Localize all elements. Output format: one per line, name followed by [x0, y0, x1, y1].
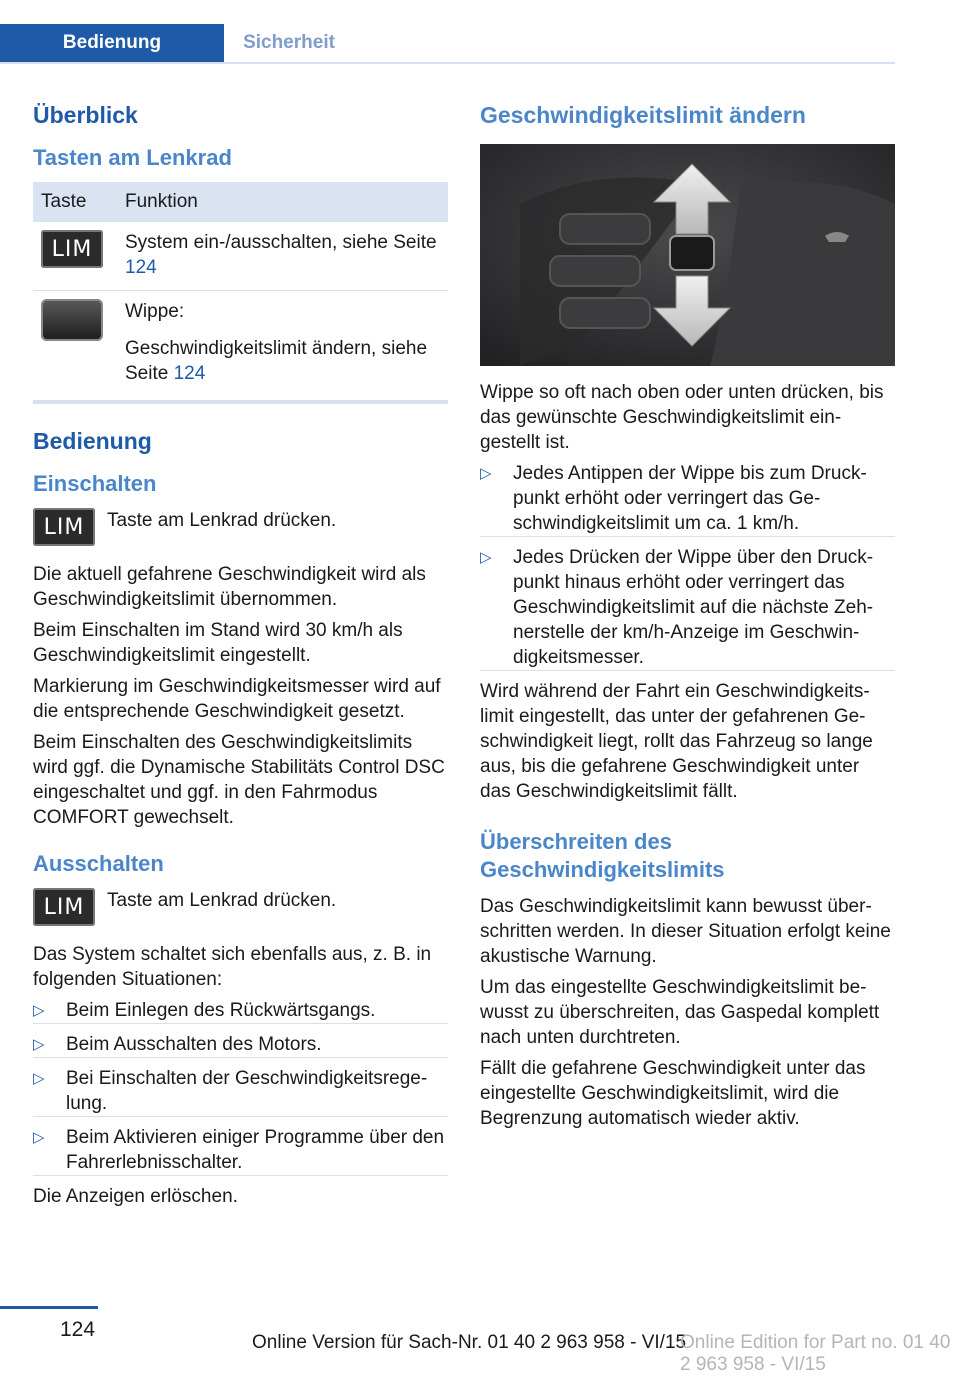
list-item: ▷ Beim Einlegen des Rückwärtsgangs.	[33, 998, 448, 1024]
paragraph: Die aktuell gefahrene Geschwindigkeit wird als Geschwindigkeitslimit übernommen.	[33, 564, 426, 610]
function-title: Wippe:	[125, 301, 185, 322]
section-tabs	[0, 24, 895, 64]
bullet-triangle-icon: ▷	[33, 1002, 45, 1019]
off-instruction: Taste am Lenkrad drücken.	[107, 890, 337, 911]
bullet-triangle-icon: ▷	[480, 465, 492, 482]
col-header-key: Taste	[33, 182, 117, 222]
table-row	[33, 222, 448, 291]
steering-wheel-illustration	[480, 144, 895, 366]
page-link[interactable]: 124	[173, 363, 206, 384]
paragraph: Das System schaltet sich ebenfalls aus, z. B. in folgenden Situationen:	[33, 944, 432, 990]
page-link[interactable]: 124	[125, 257, 157, 278]
list-item: ▷ Jedes Drücken der Wippe über den Druckpunkt hinaus erhöht oder verringert das Geschwindigkeitslimit auf die nächste Zehnerstelle der km/h-Anzeige im Geschwindigkeitsmesser.	[480, 545, 895, 671]
paragraph: Um das eingestellte Geschwindigkeitslimit bewusst zu überschreiten, das Gaspedal komplett nach unten durchtreten.	[480, 977, 880, 1048]
change-list	[480, 461, 895, 671]
footer-rule	[0, 1306, 98, 1309]
exceed-title: Überschreiten des Geschwindigkeitslimits	[480, 829, 725, 882]
steering-wheel-rocker-photo	[480, 144, 895, 366]
online-version-note: Online Version für Sach-Nr. 01 40 2 963 958 - VI/15	[252, 1332, 687, 1353]
paragraph: Beim Einschalten im Stand wird 30 km/h als Geschwindigkeitslimit eingestellt.	[33, 620, 403, 666]
list-item: ▷ Beim Aktivieren einiger Programme über den Fahrerlebnisschalter.	[33, 1125, 448, 1176]
off-title: Ausschalten	[33, 851, 164, 876]
function-text: Geschwindigkeitslimit ändern, siehe Seite	[125, 338, 428, 384]
paragraph: Fällt die gefahrene Geschwindigkeit unter das eingestellte Geschwindigkeitslimit, wird die Begrenzung automatisch wieder aktiv.	[480, 1058, 866, 1129]
watermark: Online Edition for Part no. 01 40 2 963 958 - VI/15	[680, 1332, 951, 1375]
table-row	[33, 291, 448, 397]
bullet-triangle-icon: ▷	[480, 549, 492, 566]
right-column	[480, 100, 895, 1137]
keys-table	[33, 182, 448, 396]
paragraph: Markierung im Geschwindigkeitsmesser wird auf die entsprechende Geschwindigkeit gesetzt.	[33, 676, 441, 722]
paragraph: Das Geschwindigkeitslimit kann bewusst überschritten werden. In dieser Situation erfolgt keine akustische Warnung.	[480, 896, 891, 967]
left-column	[33, 100, 448, 1215]
col-header-function: Funktion	[117, 182, 448, 222]
paragraph: Wird während der Fahrt ein Geschwindigkeitslimit eingestellt, das unter der gefahrenen Geschwindigkeit liegt, rollt das Fahrzeug so lange aus, bis die gefahrene Geschwindigkeit unter das Geschwindigkeitslimit fällt.	[480, 681, 873, 802]
list-item: ▷ Bei Einschalten der Geschwindigkeitsregelung.	[33, 1066, 448, 1117]
operation-title: Bedienung	[33, 428, 152, 454]
paragraph: Beim Einschalten des Geschwindigkeitslimits wird ggf. die Dynamische Stabilitäts Control DSC eingeschaltet und ggf. in den Fahrmodus COMFORT gewechselt.	[33, 732, 445, 828]
page-number: 124	[60, 1318, 96, 1341]
off-list	[33, 998, 448, 1176]
overview-title: Überblick	[33, 102, 138, 128]
function-text: System ein-/ausschalten, siehe Seite	[125, 232, 437, 253]
lim-button-icon: LIM	[33, 888, 95, 926]
keys-title: Tasten am Lenkrad	[33, 145, 232, 170]
lim-button-icon: LIM	[33, 508, 95, 546]
list-item: ▷ Beim Ausschalten des Motors.	[33, 1032, 448, 1058]
on-title: Einschalten	[33, 471, 157, 496]
lim-button-icon: LIM	[41, 230, 103, 268]
tab-bedienung[interactable]: Bedienung	[0, 24, 224, 62]
rocker-switch-icon	[41, 299, 103, 341]
bullet-triangle-icon: ▷	[33, 1070, 45, 1087]
bullet-triangle-icon: ▷	[33, 1129, 45, 1146]
tab-sicherheit[interactable]: Sicherheit	[243, 32, 335, 53]
paragraph: Die Anzeigen erlöschen.	[33, 1186, 238, 1207]
on-instruction: Taste am Lenkrad drücken.	[107, 510, 337, 531]
bullet-triangle-icon: ▷	[33, 1036, 45, 1053]
list-item: ▷ Jedes Antippen der Wippe bis zum Druckpunkt erhöht oder verringert das Geschwindigkeitslimit um ca. 1 km/h.	[480, 461, 895, 537]
paragraph: Wippe so oft nach oben oder unten drücken, bis das gewünschte Geschwindigkeitslimit eingestellt ist.	[480, 382, 884, 453]
change-title: Geschwindigkeitslimit ändern	[480, 102, 806, 128]
